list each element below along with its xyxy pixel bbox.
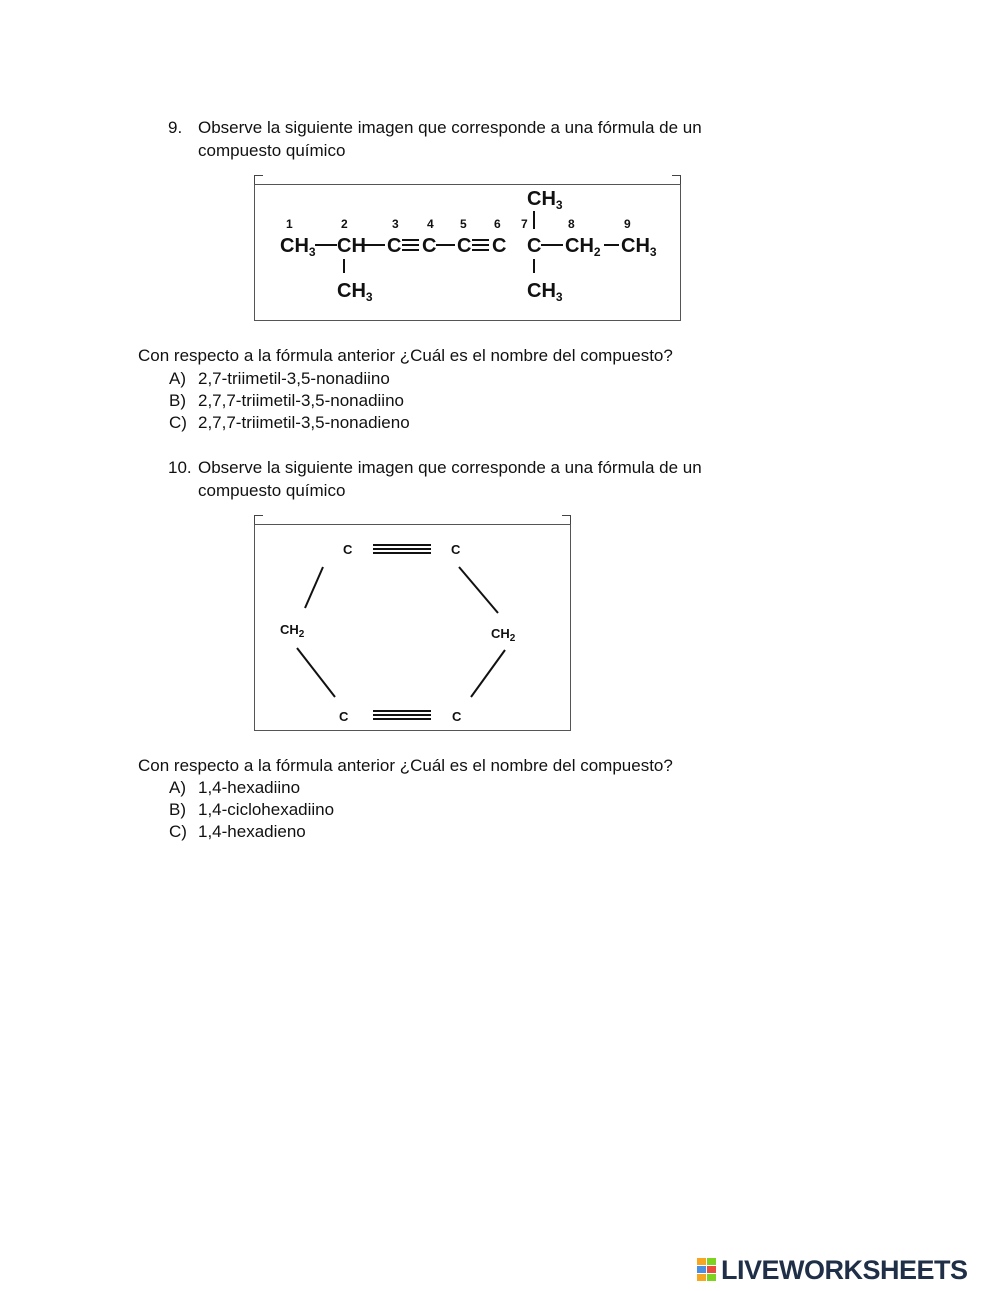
option-text: 1,4-hexadiino [198, 778, 301, 797]
pos-7: 7 [521, 217, 528, 231]
option-text: 1,4-ciclohexadiino [198, 800, 335, 819]
question-10-prompt-line2: compuesto químico [198, 481, 346, 500]
question-9-prompt-line1: Observe la siguiente imagen que corresponde a una fórmula de un [198, 118, 702, 137]
ring-c-bottom-left: C [339, 709, 349, 724]
option-letter: B) [169, 800, 186, 819]
option-text: 1,4-hexadieno [198, 822, 306, 841]
c9-ch3: $CH_3$ [621, 235, 657, 259]
figure-9-structure [255, 185, 680, 320]
c7: C [527, 235, 542, 257]
pos-9: 9 [624, 217, 631, 231]
logo-blocks-icon [697, 1258, 717, 1282]
pos-8: 8 [568, 217, 575, 231]
question-10-prompt-line1: Observe la siguiente imagen que corresponde a una fórmula de un [198, 458, 702, 477]
pos-2: 2 [341, 217, 348, 231]
pos-5: 5 [460, 217, 467, 231]
option-letter: C) [169, 413, 187, 432]
c2-ch: CH [337, 235, 366, 257]
question-9-prompt-line2: compuesto químico [198, 141, 346, 160]
logo-text: LIVEWORKSHEETS [721, 1254, 968, 1285]
c6: C [492, 235, 507, 257]
option-letter: B) [169, 391, 186, 410]
pos-3: 3 [392, 217, 399, 231]
pos-4: 4 [427, 217, 434, 231]
ring-c-top-right: C [451, 542, 461, 557]
option-text: 2,7-triimetil-3,5-nonadiino [198, 369, 390, 388]
figure-10-ring [255, 525, 570, 730]
c8-ch2: $CH_2$ [565, 235, 601, 259]
question-10-number: 10. [168, 458, 192, 477]
c3: C [387, 235, 402, 257]
option-letter: C) [169, 822, 187, 841]
ring-c-bottom-right: C [452, 709, 462, 724]
question-9-text: Con respecto a la fórmula anterior ¿Cuál es el nombre del compuesto? [138, 346, 673, 365]
ring-ch2-right: $CH_2$ [491, 626, 516, 644]
c2-methyl: $CH_3$ [337, 280, 373, 304]
option-text: 2,7,7-triimetil-3,5-nonadiino [198, 391, 404, 410]
question-9-number: 9. [168, 118, 183, 137]
figure-10-formula [254, 524, 571, 731]
option-letter: A) [169, 778, 186, 797]
ring-c-top-left: C [343, 542, 353, 557]
c4: C [422, 235, 437, 257]
c1-ch3: $CH_3$ [280, 235, 316, 259]
c5: C [457, 235, 472, 257]
option-letter: A) [169, 369, 186, 388]
question-10-text: Con respecto a la fórmula anterior ¿Cuál es el nombre del compuesto? [138, 756, 673, 775]
pos-6: 6 [494, 217, 501, 231]
option-text: 2,7,7-triimetil-3,5-nonadieno [198, 413, 410, 432]
pos-1: 1 [286, 217, 293, 231]
c7-methyl-bottom: $CH_3$ [527, 280, 563, 304]
top-methyl-ch: $CH_3$ [527, 188, 563, 212]
figure-9-formula [254, 184, 681, 321]
ring-ch2-left: $CH_2$ [280, 622, 305, 640]
liveworksheets-logo [697, 1255, 968, 1285]
